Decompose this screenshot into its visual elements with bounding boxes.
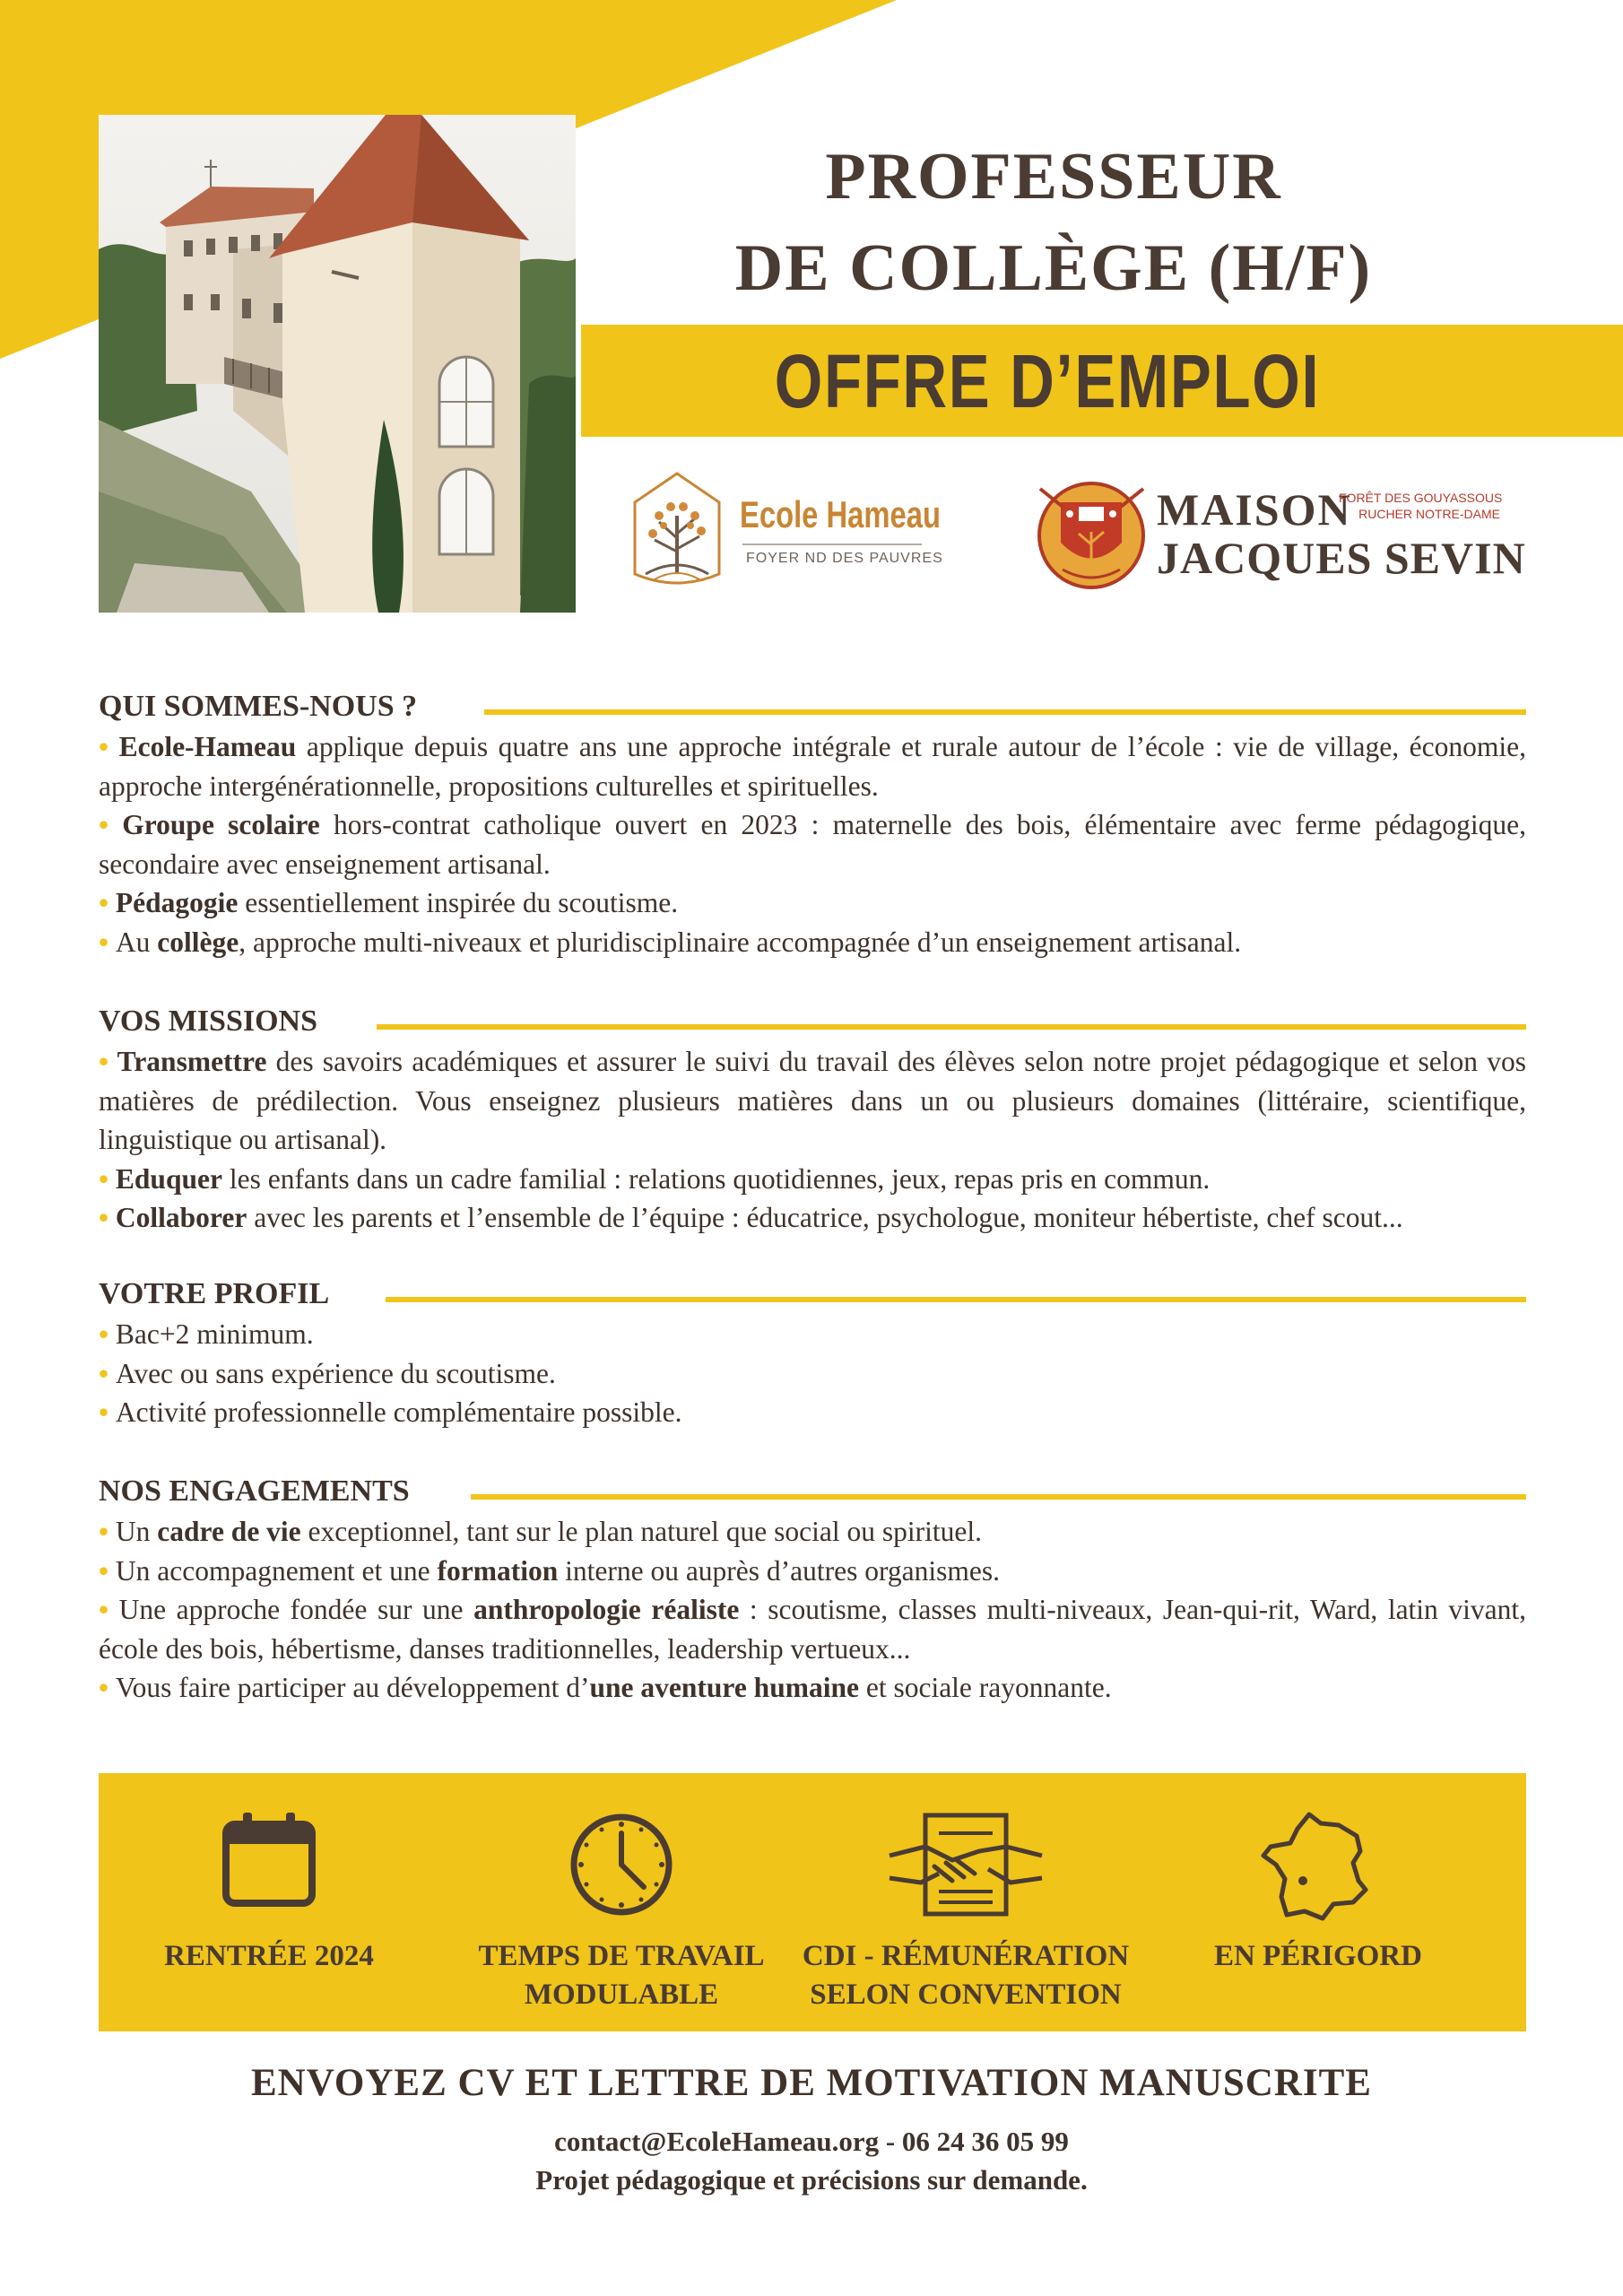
feature-contract bbox=[795, 1773, 1136, 2031]
bullet-text: des savoirs académiques et assurer le suivi du travail des élèves selon notre projet pédagogique et selon vos matières de prédilection. Vous enseignez plusieurs matières dans un ou plusieurs domaines (littéraire, scientifique, linguistique ou artisanal). bbox=[99, 1046, 1526, 1155]
job-offer-heading: OFFRE D’EMPLOI bbox=[774, 339, 1321, 423]
bullet-dot: • bbox=[99, 1516, 116, 1547]
bullet-item bbox=[99, 1042, 1526, 1160]
bullet-keyword: Collaborer bbox=[115, 1202, 247, 1233]
feature-caption bbox=[451, 1937, 792, 2014]
ecole-hameau-subtitle: FOYER ND DES PAUVRES bbox=[746, 551, 943, 566]
bullet-text: les enfants dans un cadre familial : relations quotidiennes, jeux, repas pris en commun. bbox=[221, 1162, 1211, 1195]
bullet-keyword: cadre de vie bbox=[157, 1516, 301, 1547]
bullet-dot: • bbox=[99, 1554, 116, 1587]
maison-jacques-sevin-logo bbox=[1036, 480, 1538, 587]
bullet-item bbox=[99, 883, 1526, 923]
section-header bbox=[99, 1471, 1526, 1512]
bullet-dot: • bbox=[99, 926, 116, 958]
bullet-dot: • bbox=[99, 1162, 116, 1195]
section-profile bbox=[99, 1274, 1526, 1432]
section-header bbox=[99, 686, 1526, 727]
bullet-keyword: Ecole-Hameau bbox=[118, 731, 297, 762]
rucher-label: RUCHER NOTRE-DAME bbox=[1358, 507, 1500, 521]
bullet-keyword: Eduquer bbox=[115, 1162, 222, 1195]
jacques-sevin-label: JACQUES SEVIN bbox=[1157, 533, 1526, 583]
bullet-dot: • bbox=[99, 1672, 116, 1703]
bullet-item bbox=[99, 1198, 1526, 1238]
bullet-dot: • bbox=[99, 1357, 116, 1389]
bullet-text: Un accompagnement et une bbox=[115, 1554, 438, 1587]
maison-label: MAISON bbox=[1157, 484, 1352, 535]
bullet-item bbox=[99, 1315, 1526, 1354]
application-call-to-action: ENVOYEZ CV ET LETTRE DE MOTIVATION MANUSCRITE bbox=[251, 2062, 1372, 2104]
additional-info-note: Projet pédagogique et précisions sur demande. bbox=[535, 2164, 1088, 2196]
bullet-text: essentiellement inspirée du scoutisme. bbox=[238, 887, 679, 918]
feature-caption-line: SELON CONVENTION bbox=[810, 1979, 1122, 2011]
calendar-icon bbox=[220, 1811, 318, 1909]
bullet-keyword: Transmettre bbox=[117, 1046, 267, 1077]
bullet-text: Une approche fondée sur une bbox=[118, 1594, 474, 1625]
bullet-item bbox=[99, 1512, 1526, 1552]
bullet-text: Au bbox=[115, 926, 158, 958]
section-about bbox=[99, 686, 1526, 961]
feature-caption-line: RENTRÉE 2024 bbox=[164, 1940, 374, 1972]
key-info-band bbox=[99, 1773, 1526, 2031]
section-rule bbox=[386, 1297, 1526, 1302]
bullet-text: Avec ou sans expérience du scoutisme. bbox=[115, 1357, 556, 1389]
ecole-hameau-name: Ecole Hameau bbox=[740, 493, 941, 535]
job-title-line-1: PROFESSEUR bbox=[825, 140, 1282, 213]
contact-info: contact@EcoleHameau.org - 06 24 36 05 99 bbox=[554, 2126, 1069, 2157]
feature-caption-line: CDI - RÉMUNÉRATION bbox=[802, 1940, 1130, 1972]
feature-caption bbox=[1148, 1937, 1488, 1976]
bullet-item bbox=[99, 1354, 1526, 1394]
bullet-item bbox=[99, 727, 1526, 805]
bullet-list bbox=[99, 1512, 1526, 1708]
section-rule bbox=[484, 709, 1526, 715]
bullet-keyword: collège bbox=[157, 926, 239, 958]
bullet-text: Un bbox=[115, 1516, 158, 1547]
france-map-icon bbox=[1260, 1811, 1376, 1923]
section-header bbox=[99, 1274, 1526, 1315]
feature-caption-line: MODULABLE bbox=[524, 1979, 719, 2011]
bullet-item bbox=[99, 1668, 1526, 1708]
bullet-text: interne ou auprès d’autres organismes. bbox=[558, 1554, 1001, 1587]
section-title: VOS MISSIONS bbox=[99, 1004, 318, 1038]
bullet-text: hors-contrat catholique ouvert en 2023 : maternelle des bois, élémentaire avec ferme pédagogique, secondaire avec enseignement artisanal. bbox=[99, 809, 1526, 880]
bullet-dot: • bbox=[99, 1046, 117, 1077]
feature-location bbox=[1148, 1773, 1488, 2031]
bullet-keyword: Groupe scolaire bbox=[122, 809, 320, 840]
bullet-text: Vous faire participer au développement d’ bbox=[115, 1672, 590, 1703]
bullet-text: , approche multi-niveaux et pluridisciplinaire accompagnée d’un enseignement artisanal. bbox=[239, 926, 1242, 958]
feature-caption bbox=[795, 1937, 1136, 2014]
bullet-dot: • bbox=[99, 809, 123, 840]
section-title: VOTRE PROFIL bbox=[99, 1277, 330, 1310]
logo-divider bbox=[742, 544, 922, 545]
bullet-text: avec les parents et l’ensemble de l’équipe : éducatrice, psychologue, moniteur hébertiste, chef scout... bbox=[247, 1202, 1403, 1233]
bullet-text: et sociale rayonnante. bbox=[858, 1672, 1112, 1703]
section-rule bbox=[377, 1024, 1526, 1030]
bullet-keyword: anthropologie réaliste bbox=[473, 1594, 740, 1625]
bullet-dot: • bbox=[99, 731, 119, 762]
tree-house-icon bbox=[628, 466, 726, 592]
section-commitments bbox=[99, 1471, 1526, 1708]
bullet-text: exceptionnel, tant sur le plan naturel que social ou spirituel. bbox=[300, 1516, 982, 1547]
section-title: NOS ENGAGEMENTS bbox=[99, 1474, 410, 1508]
job-title-line-2: DE COLLÈGE (H/F) bbox=[734, 231, 1373, 305]
bullet-list bbox=[99, 727, 1526, 961]
bullet-item bbox=[99, 923, 1526, 962]
clock-icon bbox=[568, 1811, 675, 1918]
bullet-dot: • bbox=[99, 1202, 116, 1233]
feature-start-date bbox=[99, 1773, 439, 2031]
bullet-keyword: formation bbox=[437, 1554, 559, 1587]
section-rule bbox=[471, 1494, 1526, 1500]
bullet-keyword: une aventure humaine bbox=[589, 1672, 859, 1703]
bullet-dot: • bbox=[99, 887, 116, 918]
bullet-item bbox=[99, 1160, 1526, 1199]
foret-label: FORÊT DES GOUYASSOUS bbox=[1339, 491, 1503, 505]
bullet-dot: • bbox=[99, 1594, 119, 1625]
bullet-list bbox=[99, 1042, 1526, 1238]
bullet-item bbox=[99, 1590, 1526, 1668]
bullet-list bbox=[99, 1315, 1526, 1432]
feature-caption bbox=[99, 1937, 439, 1976]
bullet-keyword: Pédagogie bbox=[115, 887, 239, 918]
section-missions bbox=[99, 1001, 1526, 1238]
section-header bbox=[99, 1001, 1526, 1042]
building-photo bbox=[99, 115, 576, 613]
bullet-item bbox=[99, 805, 1526, 883]
feature-caption-line: EN PÉRIGORD bbox=[1214, 1940, 1422, 1972]
bullet-item bbox=[99, 1393, 1526, 1432]
ecole-hameau-logo bbox=[628, 466, 943, 592]
bullet-item bbox=[99, 1552, 1526, 1591]
bullet-text: Activité professionnelle complémentaire possible. bbox=[115, 1396, 682, 1428]
bullet-dot: • bbox=[99, 1318, 116, 1350]
section-title: QUI SOMMES-NOUS ? bbox=[99, 690, 418, 723]
handshake-contract-icon bbox=[885, 1811, 1046, 1918]
bullet-text: Bac+2 minimum. bbox=[115, 1318, 314, 1350]
bullet-text: applique depuis quatre ans une approche intégrale et rurale autour de l’école : vie de village, économie, approche intergénérationnelle, propositions culturelles et spirituelles. bbox=[99, 731, 1527, 802]
crest-icon bbox=[1036, 480, 1148, 592]
feature-working-time bbox=[451, 1773, 792, 2031]
bullet-dot: • bbox=[99, 1396, 116, 1428]
bullet-text: : scoutisme, classes multi-niveaux, Jean-qui-rit, Ward, latin vivant, école des bois, hébertisme, danses traditionnelles, leadership vertueux... bbox=[99, 1594, 1526, 1665]
feature-caption-line: TEMPS DE TRAVAIL bbox=[478, 1940, 765, 1972]
